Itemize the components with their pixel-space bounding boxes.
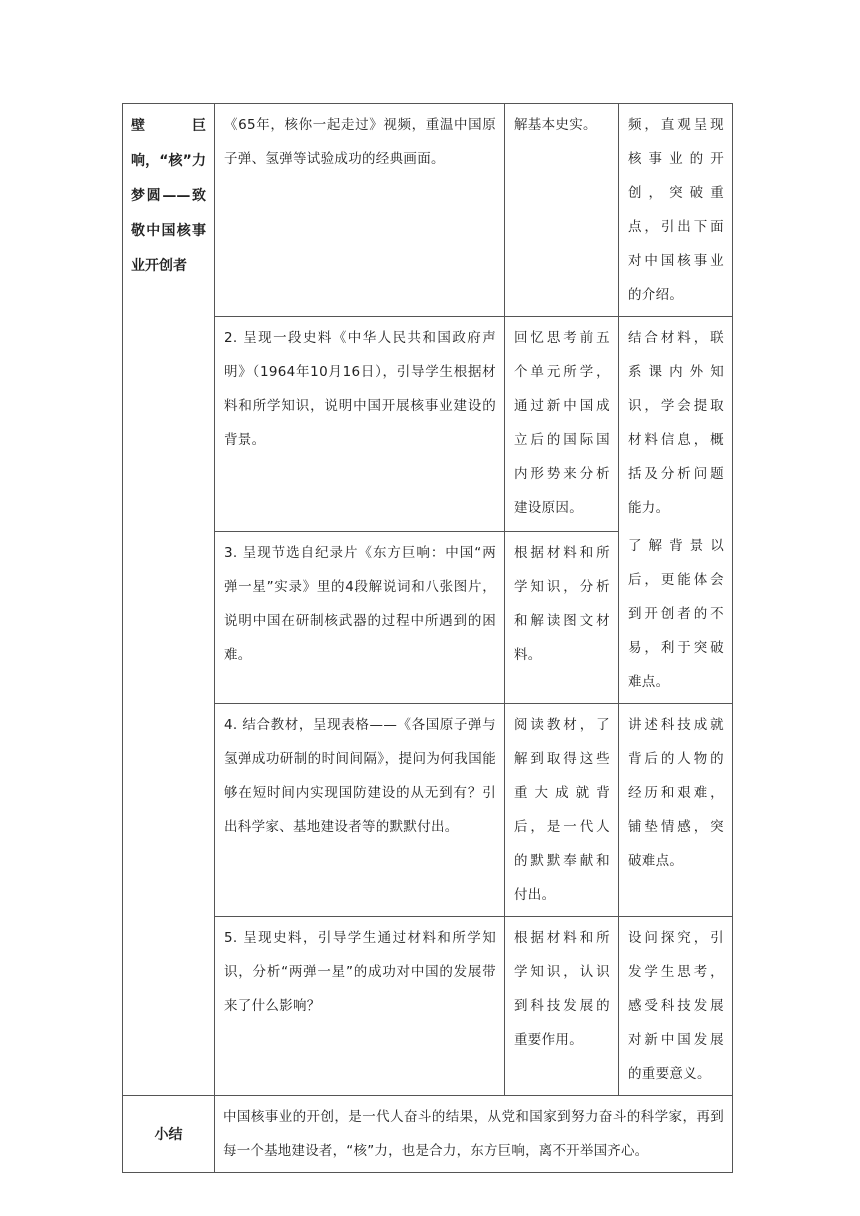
- intent-cell: [619, 704, 733, 917]
- intent-text: 频，直观呈现核事业的开创，突破重点，引出下面对中国核事业的介绍。: [628, 117, 724, 303]
- student-text: 阅读教材，了解到取得这些重大成就背后，是一代人的默默奉献和付出。: [514, 717, 610, 903]
- activity-text: 2. 呈现一段史料《中华人民共和国政府声明》（1964年10月16日），引导学生根据材料和所学知识，说明中国开展核事业建设的背景。: [224, 330, 496, 448]
- intent-text: 结合材料，联系课内外知识，学会提取材料信息，概括及分析问题能力。: [628, 330, 724, 516]
- student-text: 回忆思考前五个单元所学，通过新中国成立后的国际国内形势来分析建设原因。: [514, 330, 610, 516]
- student-cell: [505, 917, 619, 1096]
- activity-text: 5. 呈现史料，引导学生通过材料和所学知识，分析“两弹一星”的成功对中国的发展带来了什么影响？: [224, 930, 496, 1014]
- activity-cell: [215, 532, 505, 704]
- student-cell: [505, 104, 619, 317]
- intent-cell: [619, 104, 733, 317]
- section-title: 壁巨响，“核”力梦圆——致敬中国核事业开创者: [131, 118, 206, 274]
- activity-text: 《65年，核你一起走过》视频，重温中国原子弹、氢弹等试验成功的经典画面。: [224, 117, 496, 167]
- activity-cell: [215, 104, 505, 317]
- activity-text: 3. 呈现节选自纪录片《东方巨响：中国“两弹一星”实录》里的4段解说词和八张图片，说明中国在研制核武器的过程中所遇到的困难。: [224, 545, 496, 664]
- student-text: 根据材料和所学知识，认识到科技发展的重要作用。: [514, 930, 610, 1048]
- summary-cell: [215, 1096, 733, 1173]
- student-text: 根据材料和所学知识，分析和解读图文材料。: [514, 545, 610, 664]
- activity-cell: [215, 917, 505, 1096]
- activity-cell: [215, 317, 505, 532]
- student-cell: [505, 317, 619, 532]
- activity-text: 4. 结合教材，呈现表格——《各国原子弹与氢弹成功研制的时间间隔》，提问为何我国能够在短时间内实现国防建设的从无到有？引出科学家、基地建设者等的默默付出。: [224, 717, 496, 835]
- activity-cell: [215, 704, 505, 917]
- intent-cell: [619, 317, 733, 704]
- student-cell: [505, 704, 619, 917]
- student-cell: [505, 532, 619, 704]
- summary-text: 中国核事业的开创，是一代人奋斗的结果，从党和国家到努力奋斗的科学家，再到每一个基地建设者，“核”力，也是合力，东方巨响，离不开举国齐心。: [223, 1109, 724, 1159]
- summary-title: 小结: [123, 1096, 215, 1173]
- intent-text: 讲述科技成就背后的人物的经历和艰难，铺垫情感，突破难点。: [628, 717, 724, 869]
- lesson-plan-table: [122, 103, 733, 1173]
- section-title-cell: [123, 104, 215, 1096]
- intent-cell: [619, 917, 733, 1096]
- intent-text: 了解背景以后，更能体会到开创者的不易，利于突破难点。: [628, 538, 724, 690]
- student-text: 解基本史实。: [514, 117, 597, 133]
- intent-text: 设问探究，引发学生思考，感受科技发展对新中国发展的重要意义。: [628, 930, 724, 1082]
